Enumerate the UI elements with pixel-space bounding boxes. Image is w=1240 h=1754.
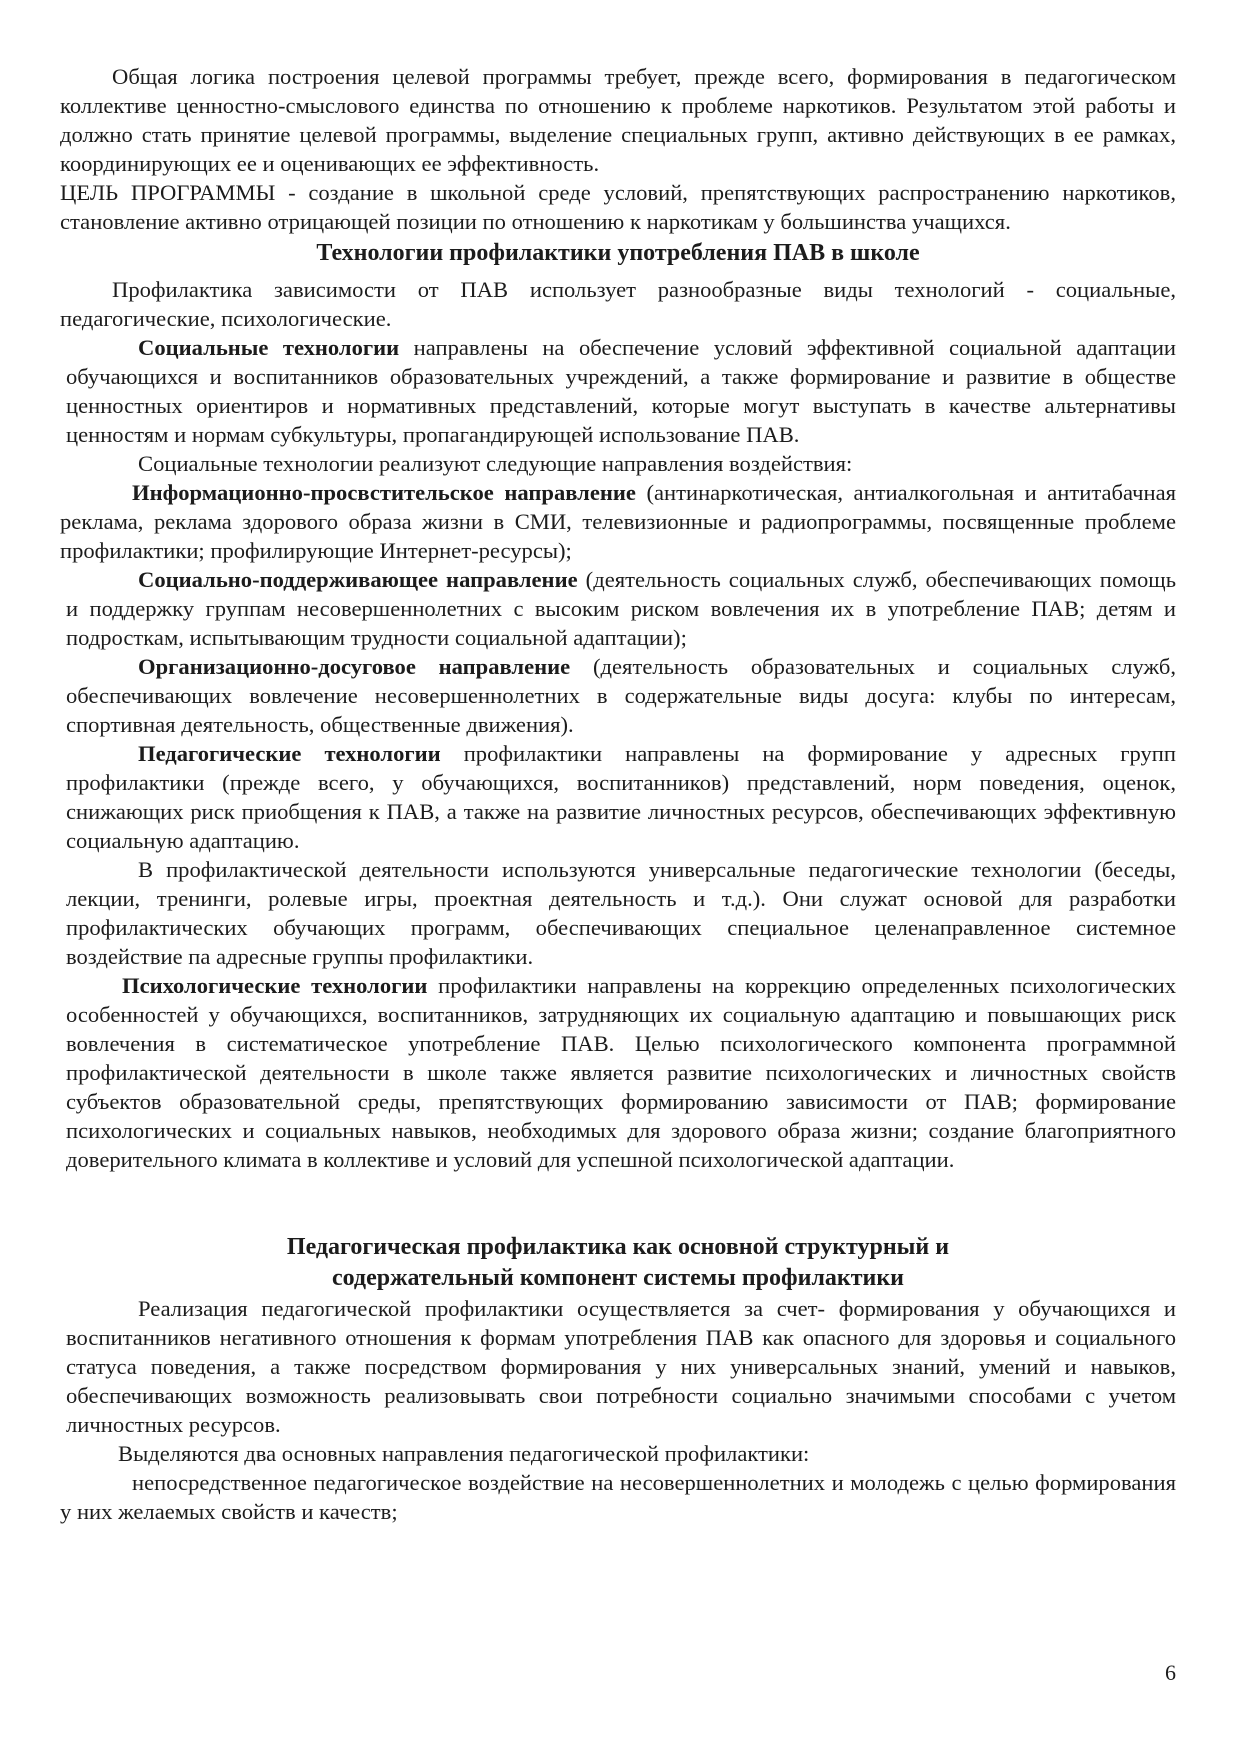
paragraph-program-goal: ЦЕЛЬ ПРОГРАММЫ - создание в школьной среде условий, препятствующих распространению наркотиков, становление активно отрицающей позиции по отношению к наркотикам у большинства учащихся. <box>60 180 1176 234</box>
paragraph-leisure-direction: Организационно-досуговое направление (деятельность образовательных и социальных служб, обеспечивающих вовлечение несовершеннолетних в содержательные виды досуга: клубы по интересам, спортивная деятельность, общественные движения). <box>66 654 1177 737</box>
term-leisure-direction: Организационно-досуговое направление <box>138 654 571 679</box>
paragraph-psychological-technologies: Психологические технологии профилактики направлены на коррекцию определенных психологических особенностей у обучающихся, воспитанников, затрудняющих их социальную адаптацию и повышающих риск вовлечения в систематическое употребление ПАВ. Целью психологического компонента программной профилактической деятельности в школе также является развитие психологических и личностных свойств субъектов образовательной среды, препятствующих формированию зависимости от ПАВ; формирование психологических и социальных навыков, необходимых для здорового образа жизни; создание благоприятного доверительного климата в коллективе и условий для успешной психологической адаптации. <box>66 973 1177 1172</box>
paragraph-social-technologies: Социальные технологии направлены на обеспечение условий эффективной социальной адаптации обучающихся и воспитанников образовательных учреждений, а также формирование и развитие в обществе ценностных ориентиров и нормативных представлений, которые могут выступать в качестве альтернативы ценностям и нормам субкультуры, пропагандирующей использование ПАВ. <box>66 335 1177 447</box>
paragraph-technology-types: Профилактика зависимости от ПАВ использует разнообразные виды технологий - социальные, педагогические, психологические. <box>60 277 1176 331</box>
paragraph-informational-direction: Информационно-просвстительское направление (антинаркотическая, антиалкогольная и антитабачная реклама, реклама здорового образа жизни в СМИ, телевизионные и радиопрограммы, посвященные проблеме профилактики; профилирующие Интернет-ресурсы); <box>60 480 1176 563</box>
paragraph-pedagogical-implementation: Реализация педагогической профилактики осуществляется за счет- формирования у обучающихся и воспитанников негативного отношения к формам употребления ПАВ как опасного для здоровья и социального статуса поведения, а также посредством формирования у них универсальных знаний, умений и навыков, обеспечивающих возможность реализовывать свои потребности социально значимыми способами с учетом личностных ресурсов. <box>66 1296 1176 1437</box>
term-supportive-direction: Социально-поддерживающее направление <box>138 567 578 592</box>
page-number: 6 <box>1165 1660 1176 1685</box>
term-psychological-technologies: Психологические технологии <box>122 973 428 998</box>
paragraph-social-directions: Социальные технологии реализуют следующие направления воздействия: <box>138 451 853 476</box>
paragraph-pedagogical-technologies: Педагогические технологии профилактики направлены на формирование у адресных групп профилактики (прежде всего, у обучающихся, воспитанников) представлений, норм поведения, оценок, снижающих риск приобщения к ПАВ, а также на развитие личностных ресурсов, обеспечивающих эффективную социальную адаптацию. <box>66 741 1176 853</box>
heading-pedagogical-prevention: Педагогическая профилактика как основной структурный и содержательный компонент системы профилактики <box>286 1234 950 1291</box>
paragraph-program-logic: Общая логика построения целевой программы требует, прежде всего, формирования в педагогическом коллективе ценностно-смыслового единства по отношению к проблеме наркотиков. Результатом этой работы и должно стать принятие целевой программы, выделение специальных групп, активно действующих в ее рамках, координирующих ее и оценивающих ее эффективность. <box>60 64 1176 176</box>
paragraph-universal-technologies: В профилактической деятельности используются универсальные педагогические технологии (беседы, лекции, тренинги, ролевые игры, проектная деятельность и т.д.). Они служат основой для разработки профилактических обучающих программ, обеспечивающих специальное целенаправленное системное воздействие па адресные группы профилактики. <box>66 857 1176 969</box>
term-informational-direction: Информационно-просвстительское направление <box>132 480 636 505</box>
term-social-technologies: Социальные технологии <box>138 335 400 360</box>
paragraph-supportive-direction: Социально-поддерживающее направление (деятельность социальных служб, обеспечивающих помощь и поддержку группам несовершеннолетних с высоким риском вовлечения их в употребление ПАВ; детям и подросткам, испытывающим трудности социальной адаптации); <box>66 567 1176 650</box>
paragraph-direct-influence: непосредственное педагогическое воздействие на несовершеннолетних и молодежь с целью формирования у них желаемых свойств и качеств; <box>60 1470 1176 1524</box>
paragraph-two-directions: Выделяются два основных направления педагогической профилактики: <box>118 1441 810 1466</box>
term-pedagogical-technologies: Педагогические технологии <box>138 741 441 766</box>
heading-prevention-technologies: Технологии профилактики употребления ПАВ в школе <box>316 240 920 266</box>
